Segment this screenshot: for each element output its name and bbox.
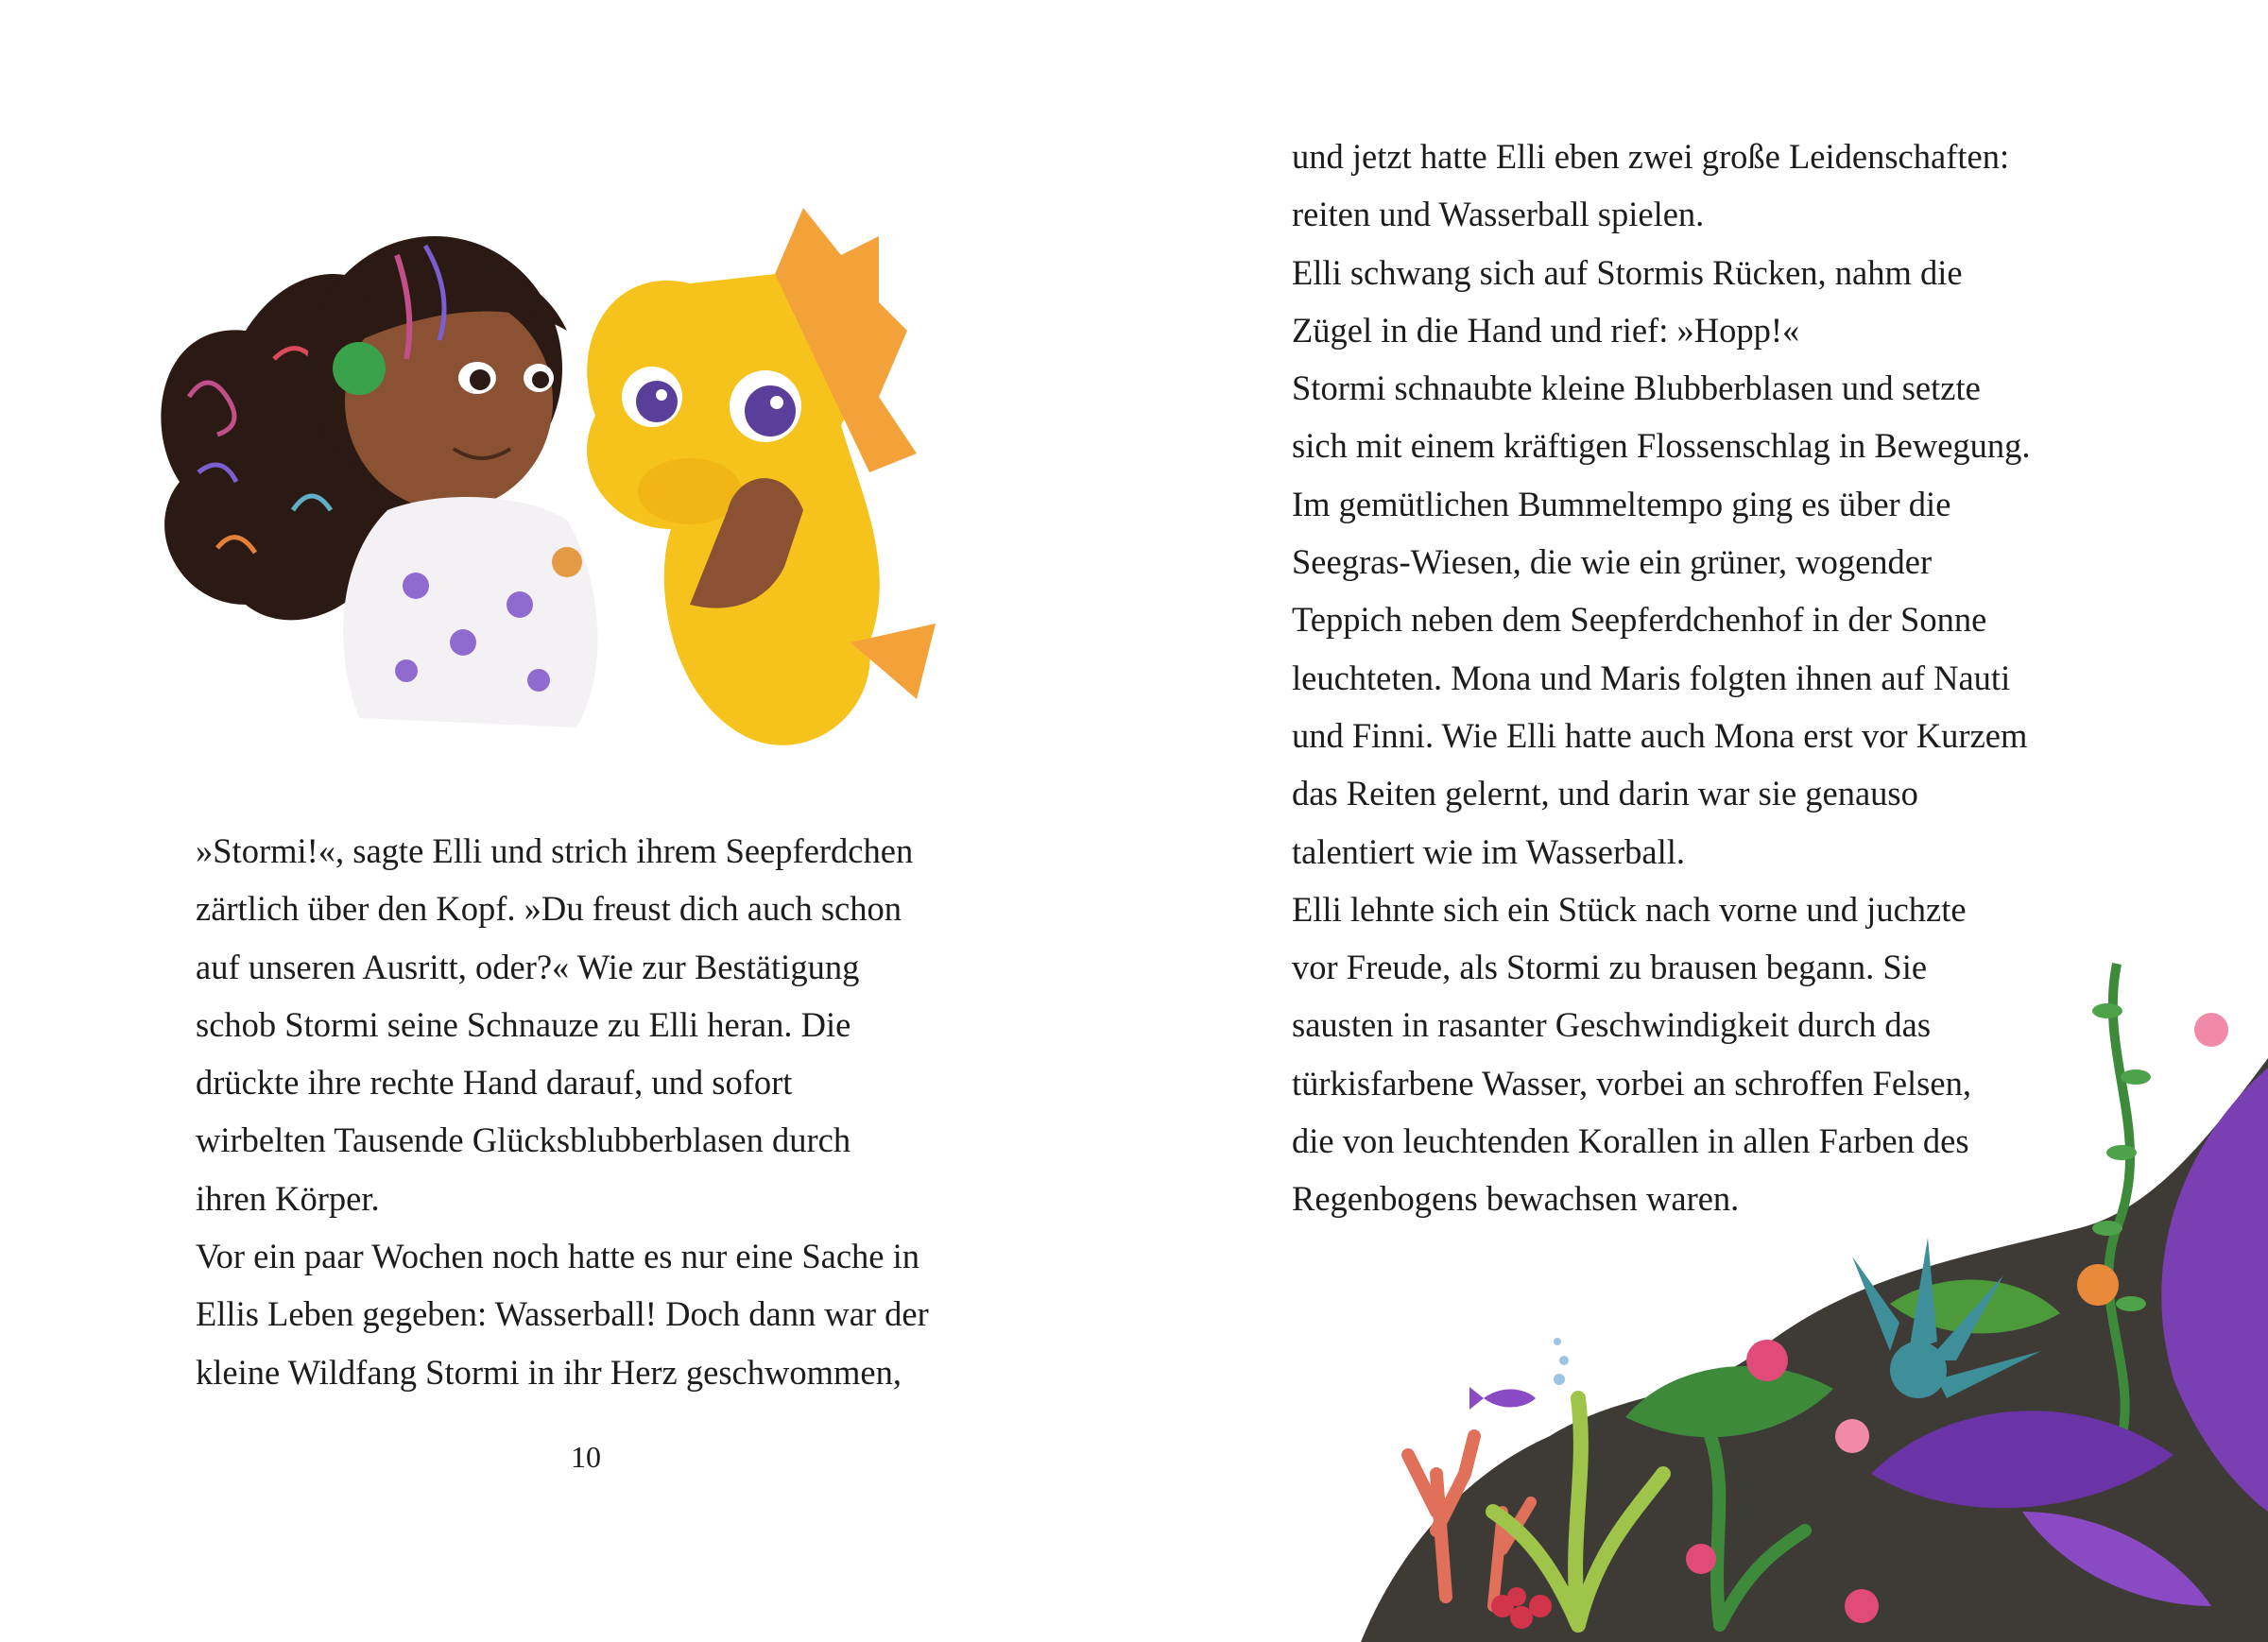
text-line: schob Stormi seine Schnauze zu Elli heran. Die (196, 1004, 851, 1044)
text-line: zärtlich über den Kopf. »Du freust dich auch schon (196, 889, 902, 929)
text-line: auf unseren Ausritt, oder?« Wie zur Bestätigung (196, 947, 860, 986)
text-line: Ellis Leben gegeben: Wasserball! Doch dann war der (196, 1294, 929, 1334)
coral-reef-illustration (1361, 945, 2268, 1642)
text-line: Seegras-Wiesen, die wie ein grüner, wogender (1292, 542, 1933, 582)
text-line: Stormi schnaubte kleine Blubberblasen und setzte (1292, 368, 1981, 408)
text-line: Elli lehnte sich ein Stück nach vorne und juchzte (1292, 889, 1967, 929)
text-line: die von leuchtenden Korallen in allen Farben des (1292, 1121, 1969, 1161)
text-line: vor Freude, als Stormi zu brausen begann. Sie (1292, 948, 1928, 987)
text-line: drückte ihre rechte Hand darauf, und sofort (196, 1063, 793, 1103)
text-line: Zügel in die Hand und rief: »Hopp!« (1292, 310, 1800, 350)
text-line: Regenbogens bewachsen waren. (1292, 1179, 1740, 1219)
text-line: sausten in rasanter Geschwindigkeit durch das (1292, 1005, 1932, 1045)
text-line: talentiert wie im Wasserball. (1292, 831, 1686, 871)
left-page-text (196, 822, 1027, 1401)
page-number: 10 (571, 1440, 601, 1474)
text-line: türkisfarbene Wasser, vorbei an schroffen Felsen, (1292, 1063, 1971, 1103)
text-line: kleine Wildfang Stormi in ihr Herz geschwommen, (196, 1352, 902, 1392)
text-line: leuchteten. Mona und Maris folgten ihnen auf Nauti (1292, 658, 2011, 697)
text-line: wirbelten Tausende Glücksblubberblasen durch (196, 1120, 851, 1160)
text-line: reiten und Wasserball spielen. (1292, 195, 1705, 234)
text-line: Im gemütlichen Bummeltempo ging es über die (1292, 484, 1951, 523)
text-line: und Finni. Wie Elli hatte auch Mona erst vor Kurzem (1292, 715, 2028, 755)
text-line: Elli schwang sich auf Stormis Rücken, nahm die (1292, 252, 1963, 292)
text-line: ihren Körper. (196, 1178, 380, 1218)
text-line: sich mit einem kräftigen Flossenschlag in Bewegung. (1292, 426, 2031, 466)
text-line: Teppich neben dem Seepferdchenhof in der Sonne (1292, 600, 1987, 640)
text-line: das Reiten gelernt, und darin war sie genauso (1292, 774, 1918, 813)
text-line: und jetzt hatte Elli eben zwei große Leidenschaften: (1292, 137, 2010, 176)
text-line: Vor ein paar Wochen noch hatte es nur eine Sache in (196, 1237, 920, 1276)
text-line: »Stormi!«, sagte Elli und strich ihrem Seepferdchen (196, 831, 914, 870)
girl-with-seahorse-illustration (123, 113, 973, 775)
